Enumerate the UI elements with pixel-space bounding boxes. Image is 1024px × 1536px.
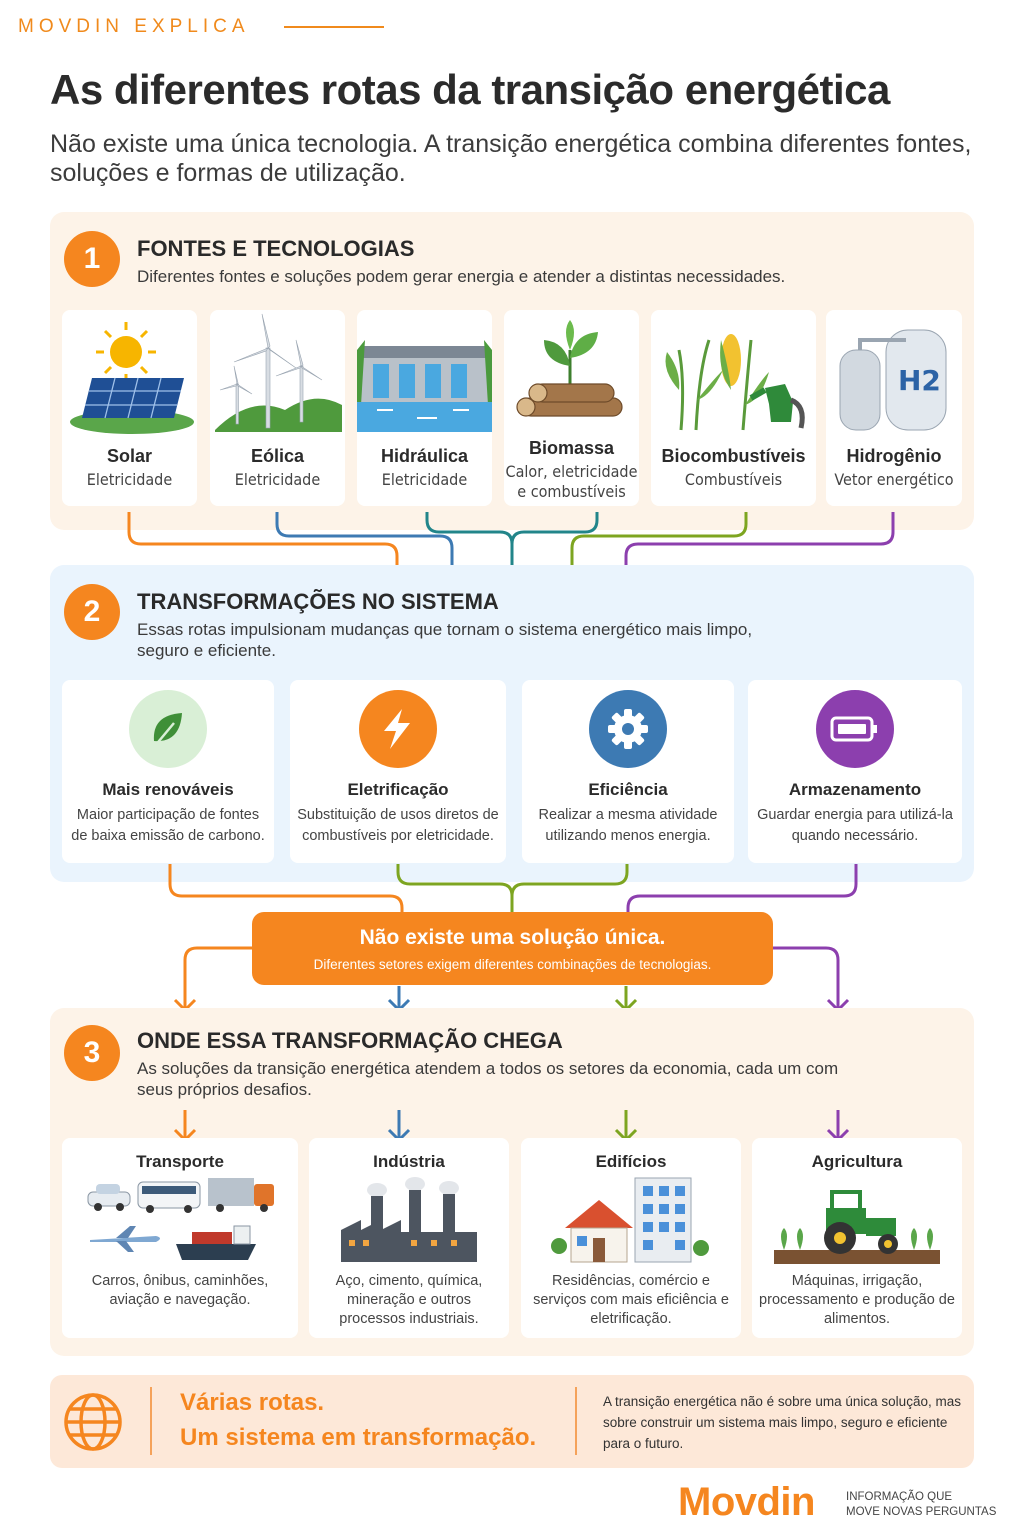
banner-subtitle: Diferentes setores exigem diferentes combinações de tecnologias. xyxy=(313,957,712,972)
bus-icon xyxy=(138,1182,200,1213)
ship-icon xyxy=(176,1226,256,1260)
sector-card-transport xyxy=(62,1138,298,1338)
sector-description: Carros, ônibus, caminhões, aviação e navegação. xyxy=(91,1273,269,1308)
callout-banner xyxy=(252,912,773,985)
transformation-card-electrification xyxy=(290,680,506,863)
source-name: Biocombustíveis xyxy=(661,446,806,466)
transformation-name: Mais renováveis xyxy=(102,780,234,799)
sector-name: Agricultura xyxy=(811,1152,903,1171)
transformation-description: Maior participação de fontes de baixa emissão de carbono. xyxy=(71,807,265,844)
source-card-hydro xyxy=(357,310,492,506)
source-card-biomass xyxy=(504,310,639,506)
hydrogen-tank-icon xyxy=(826,310,962,440)
source-name: Hidráulica xyxy=(380,446,469,466)
section-description: Essas rotas impulsionam mudanças que tornam o sistema energético mais limpo, seguro e eficiente. xyxy=(137,620,753,660)
section-number: 2 xyxy=(64,584,120,640)
transformation-name: Eletrificação xyxy=(347,780,449,799)
source-name: Solar xyxy=(106,446,153,466)
solar-panel-icon xyxy=(62,310,197,440)
wind-turbine-icon xyxy=(210,310,345,440)
source-use: Vetor energético xyxy=(834,470,954,489)
brand-logo: Movdin xyxy=(678,1480,815,1524)
airplane-icon xyxy=(90,1226,160,1252)
source-card-solar xyxy=(62,310,197,506)
truck-icon xyxy=(208,1178,274,1212)
dam-icon xyxy=(357,310,492,440)
closing-line-1: Várias rotas. xyxy=(180,1389,325,1416)
sector-name: Edifícios xyxy=(595,1152,667,1171)
page-subtitle: Não existe uma única tecnologia. A transição energética combina diferentes fontes, soluções e formas de utilização. xyxy=(50,130,972,187)
house-icon xyxy=(565,1200,633,1262)
fuel-nozzle-icon xyxy=(751,384,802,428)
sector-description: Máquinas, irrigação, processamento e produção de alimentos. xyxy=(759,1273,955,1327)
closing-text: A transição energética não é sobre uma única solução, mas sobre construir um sistema mais limpo, seguro e eficiente para o futuro. xyxy=(603,1394,961,1451)
section-transformations xyxy=(50,565,974,882)
page-title: As diferentes rotas da transição energética xyxy=(50,66,890,113)
closing-box xyxy=(50,1375,974,1468)
tractor-icon xyxy=(774,1174,940,1266)
sector-card-agriculture xyxy=(752,1138,962,1338)
section-sectors xyxy=(50,1008,974,1356)
source-name: Biomassa xyxy=(528,438,615,458)
source-name: Eólica xyxy=(250,446,305,466)
section-description: Diferentes fontes e soluções podem gerar energia e atender a distintas necessidades. xyxy=(137,267,786,286)
transformation-card-storage xyxy=(748,680,962,863)
transformation-name: Eficiência xyxy=(588,780,668,799)
section-description: As soluções da transição energética atendem a todos os setores da economia, cada um com seus próprios desafios. xyxy=(137,1059,839,1099)
factory-icon xyxy=(337,1174,481,1266)
sector-name: Indústria xyxy=(373,1152,445,1171)
section-title: TRANSFORMAÇÕES NO SISTEMA xyxy=(137,589,499,614)
gear-icon xyxy=(589,690,667,768)
source-name: Hidrogênio xyxy=(846,446,942,466)
connector-lines-sources xyxy=(0,510,1024,570)
leaf-icon xyxy=(129,690,207,768)
closing-line-2: Um sistema em transformação. xyxy=(180,1424,537,1451)
kicker: MOVDIN EXPLICA xyxy=(18,16,250,37)
sector-description: Residências, comércio e serviços com mais eficiência e eletrificação. xyxy=(533,1273,729,1327)
banner-title: Não existe uma solução única. xyxy=(359,926,666,949)
sector-card-buildings xyxy=(521,1138,741,1338)
source-card-hydrogen xyxy=(826,310,962,506)
brand-tagline: INFORMAÇÃO QUE MOVE NOVAS PERGUNTAS xyxy=(846,1491,997,1518)
source-use: Eletricidade xyxy=(234,470,321,489)
divider xyxy=(150,1387,152,1455)
section-sources xyxy=(50,212,974,530)
battery-icon xyxy=(816,690,894,768)
transformation-description: Guardar energia para utilizá-la quando necessário. xyxy=(757,807,953,844)
transformation-description: Substituição de usos diretos de combustíveis por eletricidade. xyxy=(297,807,499,844)
lightning-icon xyxy=(359,690,437,768)
corn-icon xyxy=(651,310,816,440)
sector-name: Transporte xyxy=(136,1152,224,1171)
transformation-description: Realizar a mesma atividade utilizando menos energia. xyxy=(538,807,718,844)
source-use: Eletricidade xyxy=(86,470,173,489)
car-icon xyxy=(88,1184,130,1211)
section-title: FONTES E TECNOLOGIAS xyxy=(137,236,415,261)
source-card-wind xyxy=(210,310,345,506)
source-use: Calor, eletricidade e combustíveis xyxy=(505,462,638,501)
svg-text:H2: H2 xyxy=(898,364,941,397)
section-number: 3 xyxy=(64,1025,120,1081)
transformation-name: Armazenamento xyxy=(788,780,922,799)
source-use: Eletricidade xyxy=(381,470,468,489)
sector-description: Aço, cimento, química, mineração e outros processos industriais. xyxy=(335,1273,483,1327)
section-number: 1 xyxy=(64,231,120,287)
source-card-biofuels xyxy=(651,310,816,506)
source-use: Combustíveis xyxy=(684,470,783,489)
sector-card-industry xyxy=(309,1138,509,1338)
sun-icon xyxy=(96,322,156,382)
transformation-card-efficiency xyxy=(522,680,734,863)
divider xyxy=(575,1387,577,1455)
logs-icon xyxy=(504,310,639,434)
transformation-card-renewables xyxy=(62,680,274,863)
kicker-divider xyxy=(284,26,384,28)
building-icon xyxy=(635,1178,691,1262)
section-title: ONDE ESSA TRANSFORMAÇÃO CHEGA xyxy=(137,1028,563,1053)
globe-icon xyxy=(62,1391,124,1453)
